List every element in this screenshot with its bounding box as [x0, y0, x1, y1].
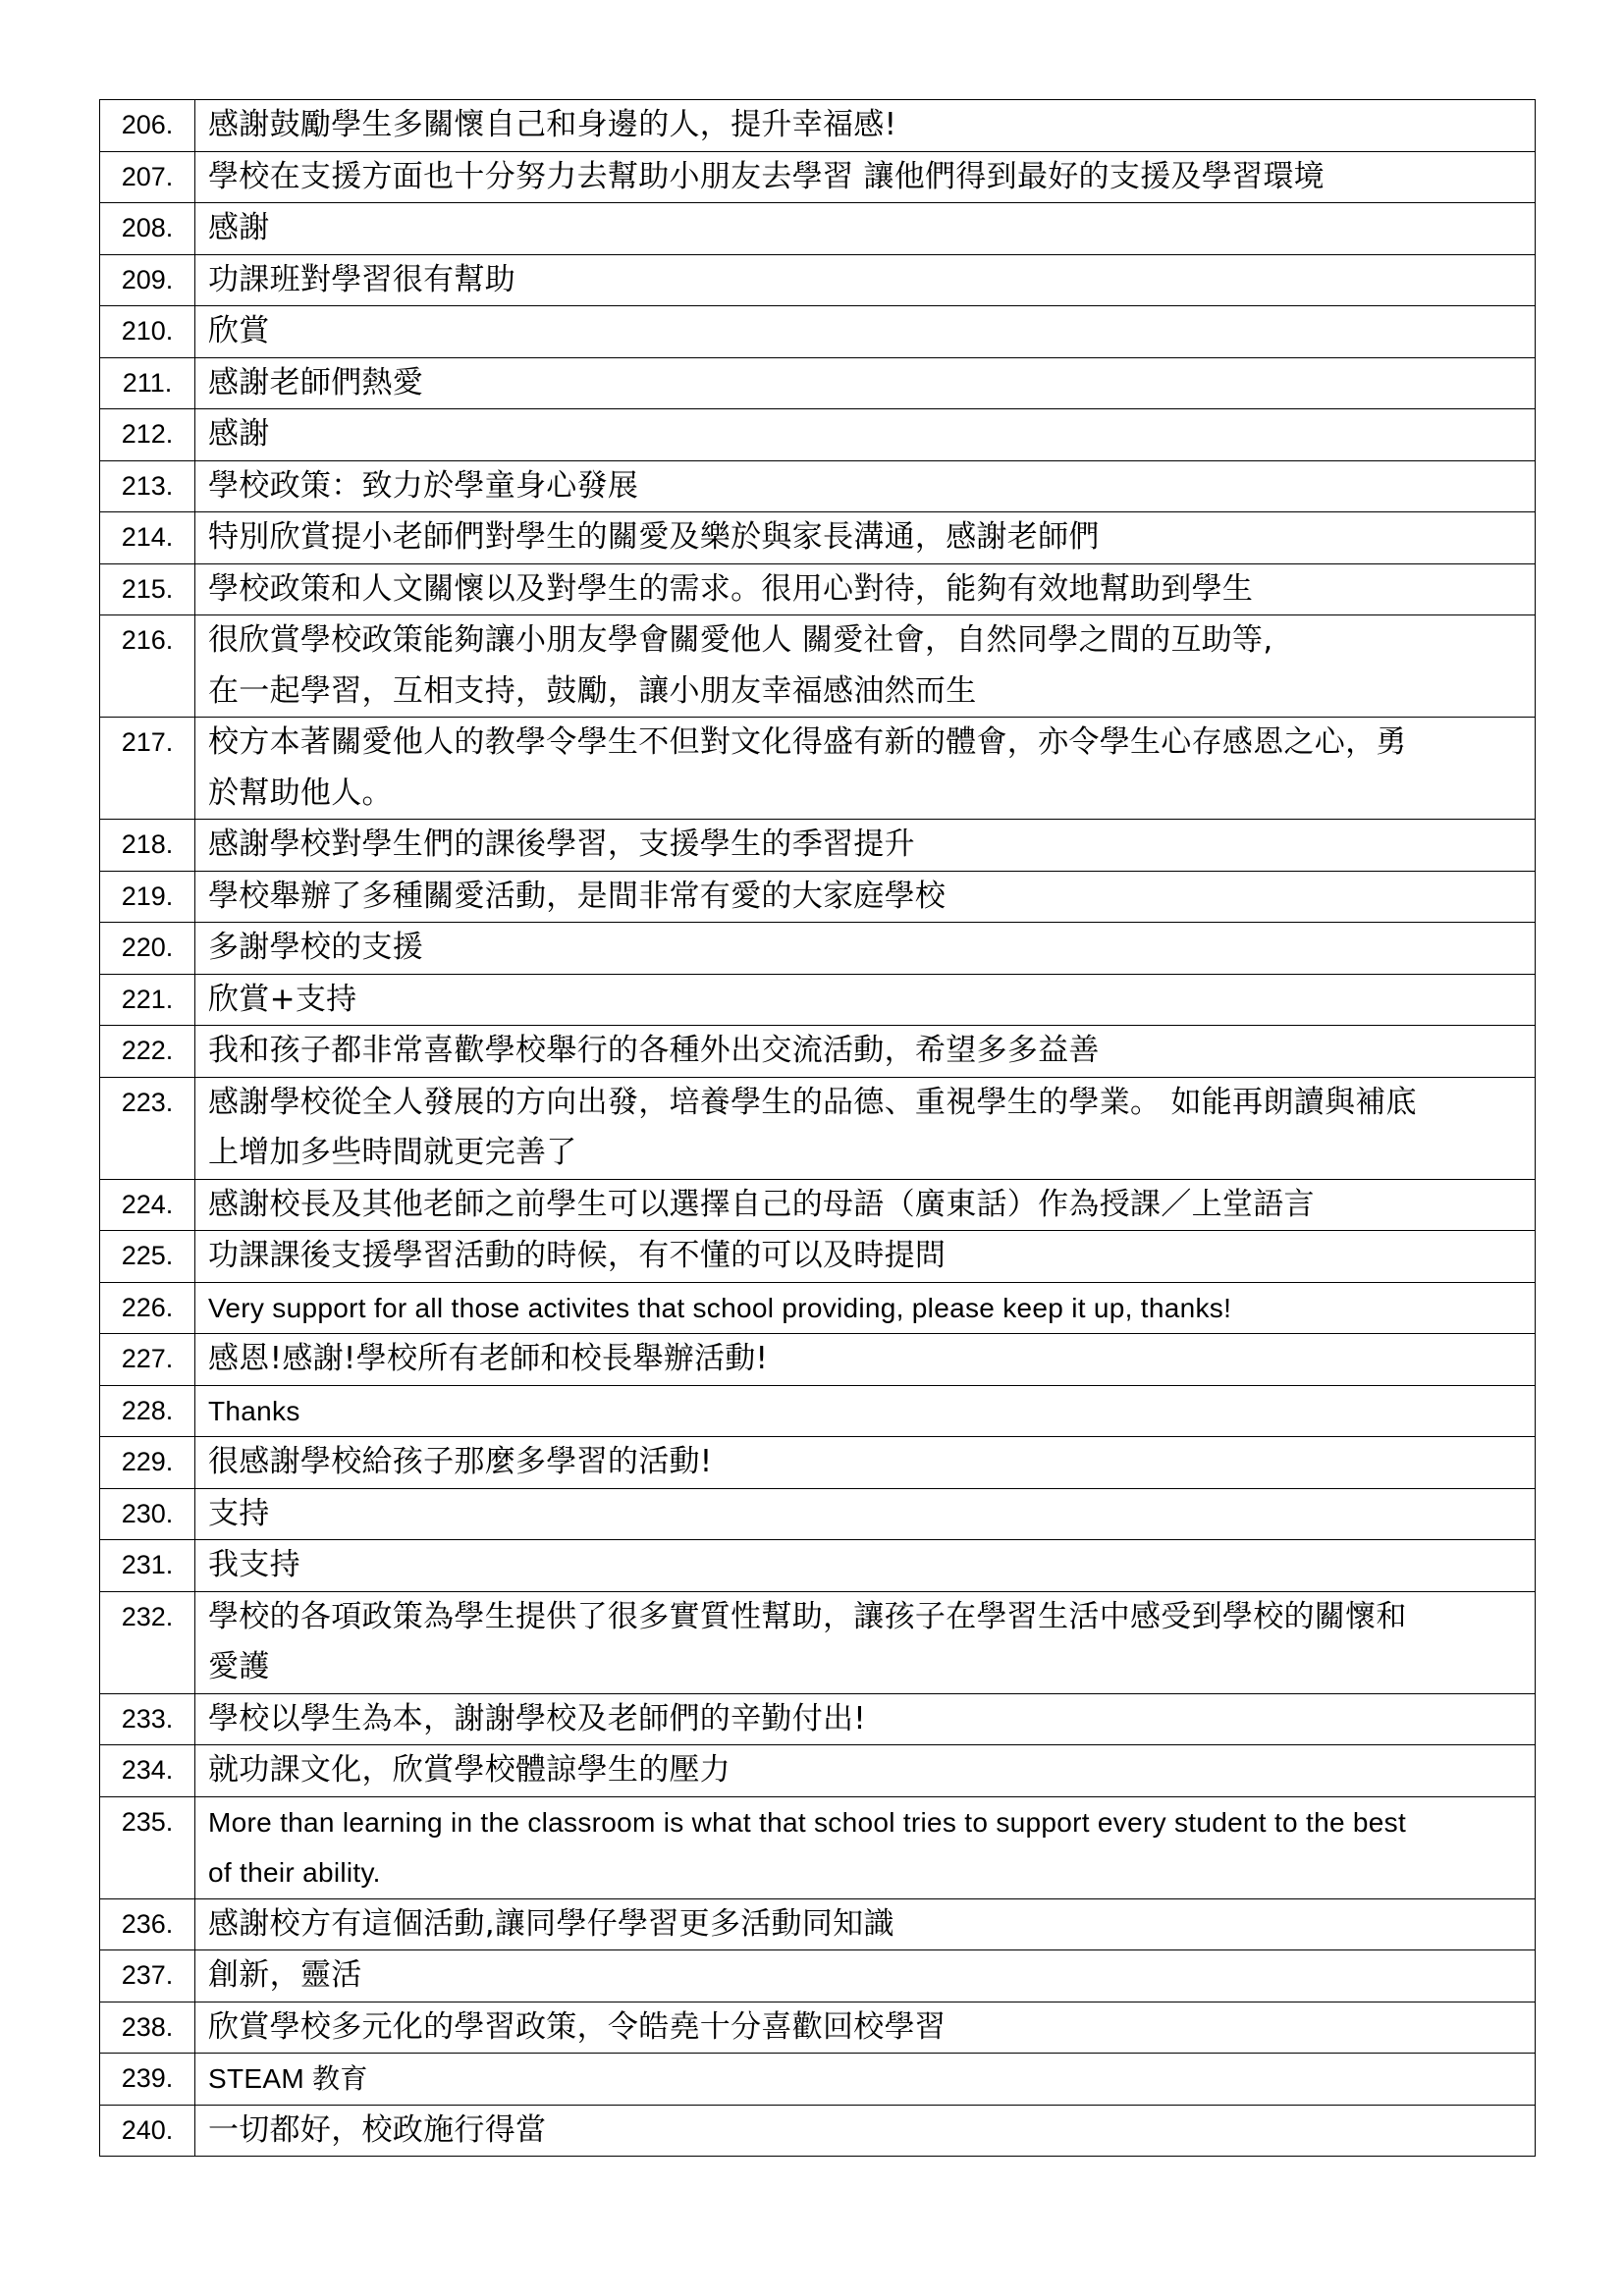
row-number: 217. [100, 718, 195, 820]
row-number: 209. [100, 254, 195, 306]
table-row [100, 1591, 1536, 1693]
table-row [100, 923, 1536, 975]
feedback-cell [195, 923, 1536, 975]
feedback-cell [195, 1282, 1536, 1334]
feedback-text-line: 特別欣賞提小老師們對學生的關愛及樂於與家長溝通，感謝老師們 [208, 519, 1100, 555]
table-row [100, 1282, 1536, 1334]
table-row [100, 1231, 1536, 1283]
feedback-text-line: 感謝老師們熱愛 [208, 364, 424, 400]
feedback-cell [195, 1745, 1536, 1797]
feedback-table [99, 99, 1536, 2157]
feedback-text-line: 很欣賞學校政策能夠讓小朋友學會關愛他人 關愛社會，自然同學之間的互助等, [208, 622, 1273, 658]
row-number: 239. [100, 2054, 195, 2106]
feedback-cell [195, 203, 1536, 255]
feedback-cell [195, 409, 1536, 461]
feedback-cell [195, 871, 1536, 923]
row-number: 224. [100, 1179, 195, 1231]
feedback-cell [195, 820, 1536, 872]
feedback-text-line: 多謝學校的支援 [208, 930, 424, 965]
table-row [100, 1385, 1536, 1437]
row-number: 234. [100, 1745, 195, 1797]
feedback-cell [195, 1488, 1536, 1540]
table-row [100, 357, 1536, 409]
row-number: 221. [100, 974, 195, 1026]
row-number: 222. [100, 1026, 195, 1078]
feedback-cell [195, 512, 1536, 564]
row-number: 236. [100, 1898, 195, 1950]
table-row [100, 718, 1536, 820]
row-number: 235. [100, 1796, 195, 1898]
feedback-text-line: 欣賞學校多元化的學習政策，令皓堯十分喜歡回校學習 [208, 2008, 947, 2045]
feedback-text-line: 一切都好，校政施行得當 [208, 2111, 547, 2148]
feedback-cell [195, 460, 1536, 512]
row-number: 213. [100, 460, 195, 512]
feedback-cell [195, 2105, 1536, 2157]
feedback-cell [195, 615, 1536, 718]
feedback-text-line: 感謝 [208, 416, 270, 452]
row-number: 216. [100, 615, 195, 718]
feedback-cell [195, 1437, 1536, 1489]
table-row [100, 1796, 1536, 1898]
feedback-cell [195, 1385, 1536, 1437]
feedback-text-line: 學校在支援方面也十分努力去幫助小朋友去學習 讓他們得到最好的支援及學習環境 [208, 158, 1325, 194]
feedback-cell [195, 974, 1536, 1026]
table-row [100, 2105, 1536, 2157]
table-row [100, 1950, 1536, 2002]
feedback-text-line: STEAM 教育 [208, 2063, 368, 2094]
row-number: 230. [100, 1488, 195, 1540]
feedback-cell [195, 2002, 1536, 2054]
feedback-cell [195, 1231, 1536, 1283]
feedback-cell [195, 1540, 1536, 1592]
feedback-table-body [100, 100, 1536, 2157]
table-row [100, 563, 1536, 615]
feedback-cell [195, 1796, 1536, 1898]
table-row [100, 409, 1536, 461]
feedback-text-line: 就功課文化，欣賞學校體諒學生的壓力 [208, 1752, 731, 1788]
table-row [100, 512, 1536, 564]
row-number: 232. [100, 1591, 195, 1693]
row-number: 210. [100, 306, 195, 358]
table-row [100, 974, 1536, 1026]
table-row [100, 2054, 1536, 2106]
feedback-text-line: Very support for all those activites that school providing, please keep it up, thanks! [208, 1292, 1232, 1323]
feedback-cell [195, 254, 1536, 306]
table-row [100, 1745, 1536, 1797]
table-row [100, 100, 1536, 152]
row-number: 215. [100, 563, 195, 615]
feedback-cell [195, 1077, 1536, 1179]
table-row [100, 203, 1536, 255]
feedback-text-line: More than learning in the classroom is what that school tries to support every student to the best [208, 1806, 1407, 1838]
table-row [100, 820, 1536, 872]
row-number: 212. [100, 409, 195, 461]
feedback-cell [195, 2054, 1536, 2106]
feedback-text-line: 於幫助他人。 [208, 774, 393, 811]
feedback-text-line: 功課班對學習很有幫助 [208, 261, 515, 297]
feedback-cell [195, 151, 1536, 203]
row-number: 228. [100, 1385, 195, 1437]
table-row [100, 1334, 1536, 1386]
feedback-text-line: 學校以學生為本，謝謝學校及老師們的辛勤付出! [208, 1700, 867, 1736]
row-number: 237. [100, 1950, 195, 2002]
row-number: 207. [100, 151, 195, 203]
feedback-text-line: 我支持 [208, 1547, 300, 1582]
table-row [100, 1077, 1536, 1179]
row-number: 233. [100, 1693, 195, 1745]
row-number: 240. [100, 2105, 195, 2157]
row-number: 214. [100, 512, 195, 564]
table-row [100, 1488, 1536, 1540]
feedback-text-line: 感謝學校對學生們的課後學習，支援學生的季習提升 [208, 827, 915, 862]
table-row [100, 1540, 1536, 1592]
row-number: 223. [100, 1077, 195, 1179]
feedback-cell [195, 1591, 1536, 1693]
feedback-text-line: 我和孩子都非常喜歡學校舉行的各種外出交流活動，希望多多益善 [208, 1033, 1100, 1068]
feedback-text-line: 欣賞 [208, 313, 270, 348]
table-row [100, 871, 1536, 923]
feedback-text-line: Thanks [208, 1395, 300, 1426]
feedback-text-line: 很感謝學校給孩子那麼多學習的活動! [208, 1444, 713, 1479]
feedback-cell [195, 1334, 1536, 1386]
feedback-text-line: 創新，靈活 [208, 1957, 362, 1993]
table-row [100, 1898, 1536, 1950]
table-row [100, 2002, 1536, 2054]
row-number: 219. [100, 871, 195, 923]
feedback-document [99, 99, 1536, 2157]
feedback-cell [195, 1950, 1536, 2002]
row-number: 226. [100, 1282, 195, 1334]
table-row [100, 151, 1536, 203]
row-number: 218. [100, 820, 195, 872]
row-number: 227. [100, 1334, 195, 1386]
feedback-text-line: 學校政策和人文關懷以及對學生的需求。很用心對待，能夠有效地幫助到學生 [208, 570, 1254, 607]
feedback-cell [195, 1026, 1536, 1078]
feedback-cell [195, 1693, 1536, 1745]
feedback-cell [195, 1179, 1536, 1231]
feedback-text-line: 上增加多些時間就更完善了 [208, 1135, 577, 1170]
row-number: 231. [100, 1540, 195, 1592]
table-row [100, 1437, 1536, 1489]
row-number: 211. [100, 357, 195, 409]
row-number: 238. [100, 2002, 195, 2054]
table-row [100, 1026, 1536, 1078]
row-number: 229. [100, 1437, 195, 1489]
table-row [100, 460, 1536, 512]
feedback-text-line: of their ability. [208, 1857, 381, 1888]
feedback-text-line: 感謝鼓勵學生多關懷自己和身邊的人，提升幸福感! [208, 107, 897, 142]
row-number: 220. [100, 923, 195, 975]
table-row [100, 1693, 1536, 1745]
feedback-text-line: 愛護 [208, 1649, 270, 1684]
row-number: 206. [100, 100, 195, 152]
feedback-cell [195, 718, 1536, 820]
feedback-text-line: 支持 [208, 1495, 270, 1531]
feedback-text-line: 感恩!感謝!學校所有老師和校長舉辦活動! [208, 1341, 769, 1376]
feedback-cell [195, 306, 1536, 358]
feedback-text-line: 功課課後支援學習活動的時候，有不懂的可以及時提問 [208, 1238, 947, 1273]
feedback-text-line: 在一起學習，互相支持，鼓勵，讓小朋友幸福感油然而生 [208, 672, 977, 709]
feedback-cell [195, 100, 1536, 152]
feedback-cell [195, 1898, 1536, 1950]
feedback-cell [195, 357, 1536, 409]
feedback-text-line: 學校政策：致力於學童身心發展 [208, 467, 639, 504]
table-row [100, 615, 1536, 718]
table-row [100, 1179, 1536, 1231]
feedback-text-line: 感謝校方有這個活動,讓同學仔學習更多活動同知識 [208, 1905, 894, 1942]
feedback-text-line: 學校的各項政策為學生提供了很多實質性幫助，讓孩子在學習生活中感受到學校的關懷和 [208, 1598, 1407, 1634]
row-number: 208. [100, 203, 195, 255]
feedback-text-line: 感謝 [208, 210, 270, 245]
feedback-text-line: 學校舉辦了多種關愛活動，是間非常有愛的大家庭學校 [208, 878, 947, 914]
feedback-cell [195, 563, 1536, 615]
table-row [100, 306, 1536, 358]
table-row [100, 254, 1536, 306]
feedback-text-line: 校方本著關愛他人的教學令學生不但對文化得盛有新的體會，亦令學生心存感恩之心，勇 [208, 724, 1407, 760]
row-number: 225. [100, 1231, 195, 1283]
feedback-text-line: 欣賞+支持 [208, 981, 357, 1017]
feedback-text-line: 感謝校長及其他老師之前學生可以選擇自己的母語（廣東話）作為授課／上堂語言 [208, 1186, 1315, 1222]
feedback-text-line: 感謝學校從全人發展的方向出發，培養學生的品德、重視學生的學業。 如能再朗讀與補底 [208, 1084, 1417, 1120]
